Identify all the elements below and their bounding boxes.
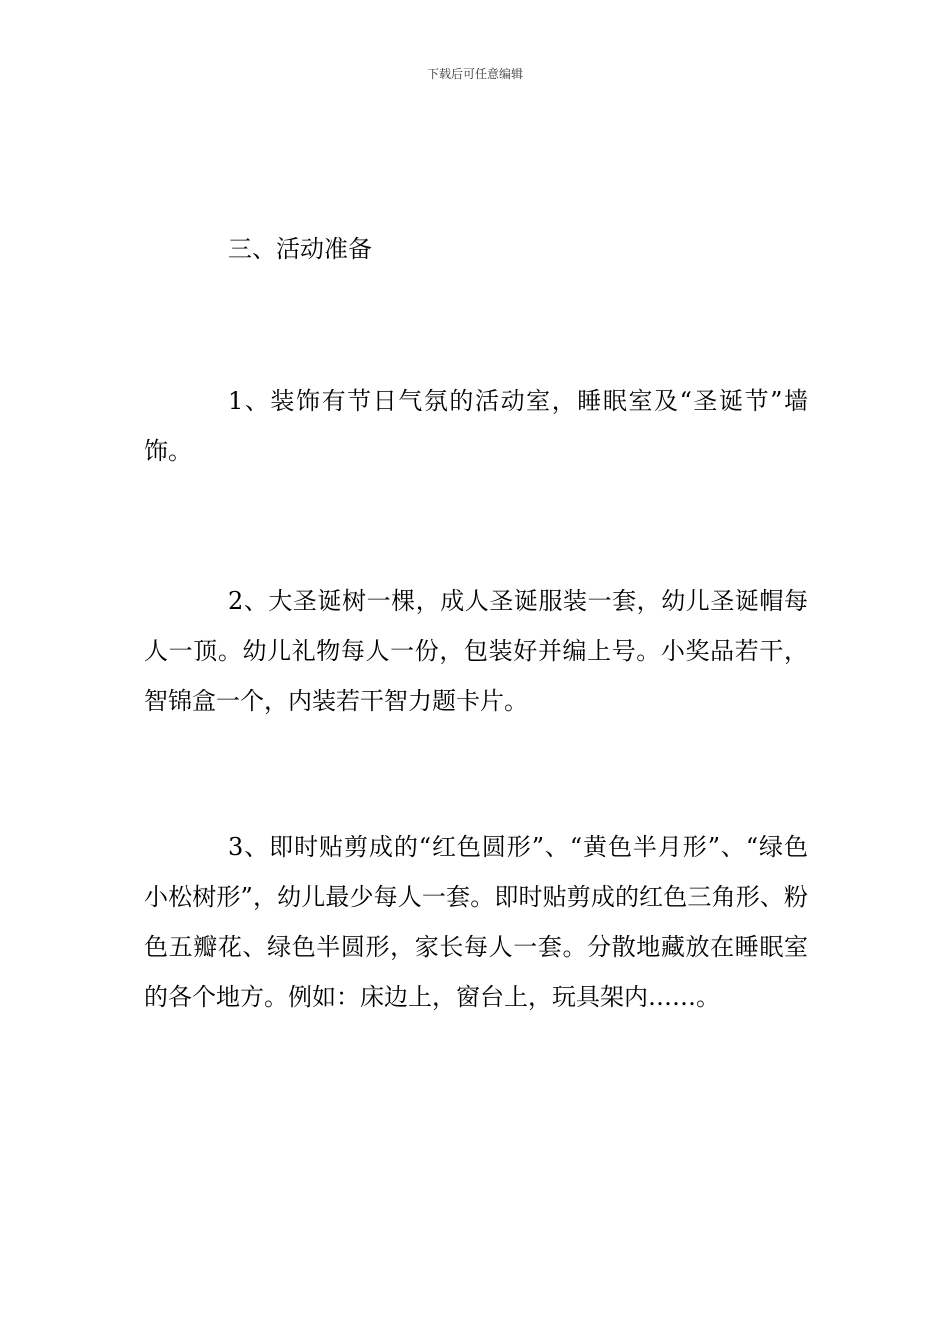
section-title: 三、活动准备: [228, 235, 372, 263]
page-header: 下载后可任意编辑: [426, 67, 523, 81]
paragraph-2: 2、大圣诞树一棵，成人圣诞服装一套，幼儿圣诞帽每人一顶。幼儿礼物每人一份，包装好并编上号。小奖品若干，智锦盒一个，内装若干智力题卡片。: [144, 587, 808, 715]
paragraph-1: 1、装饰有节日气氛的活动室，睡眠室及“圣诞节”墙饰。: [144, 387, 808, 465]
paragraph-3: 3、即时贴剪成的“红色圆形”、“黄色半月形”、“绿色小松树形”，幼儿最少每人一套。即时贴剪成的红色三角形、粉色五瓣花、绿色半圆形，家长每人一套。分散地藏放在睡眠室的各个地方。例如：床边上，窗台上，玩具架内……。: [144, 833, 808, 1011]
